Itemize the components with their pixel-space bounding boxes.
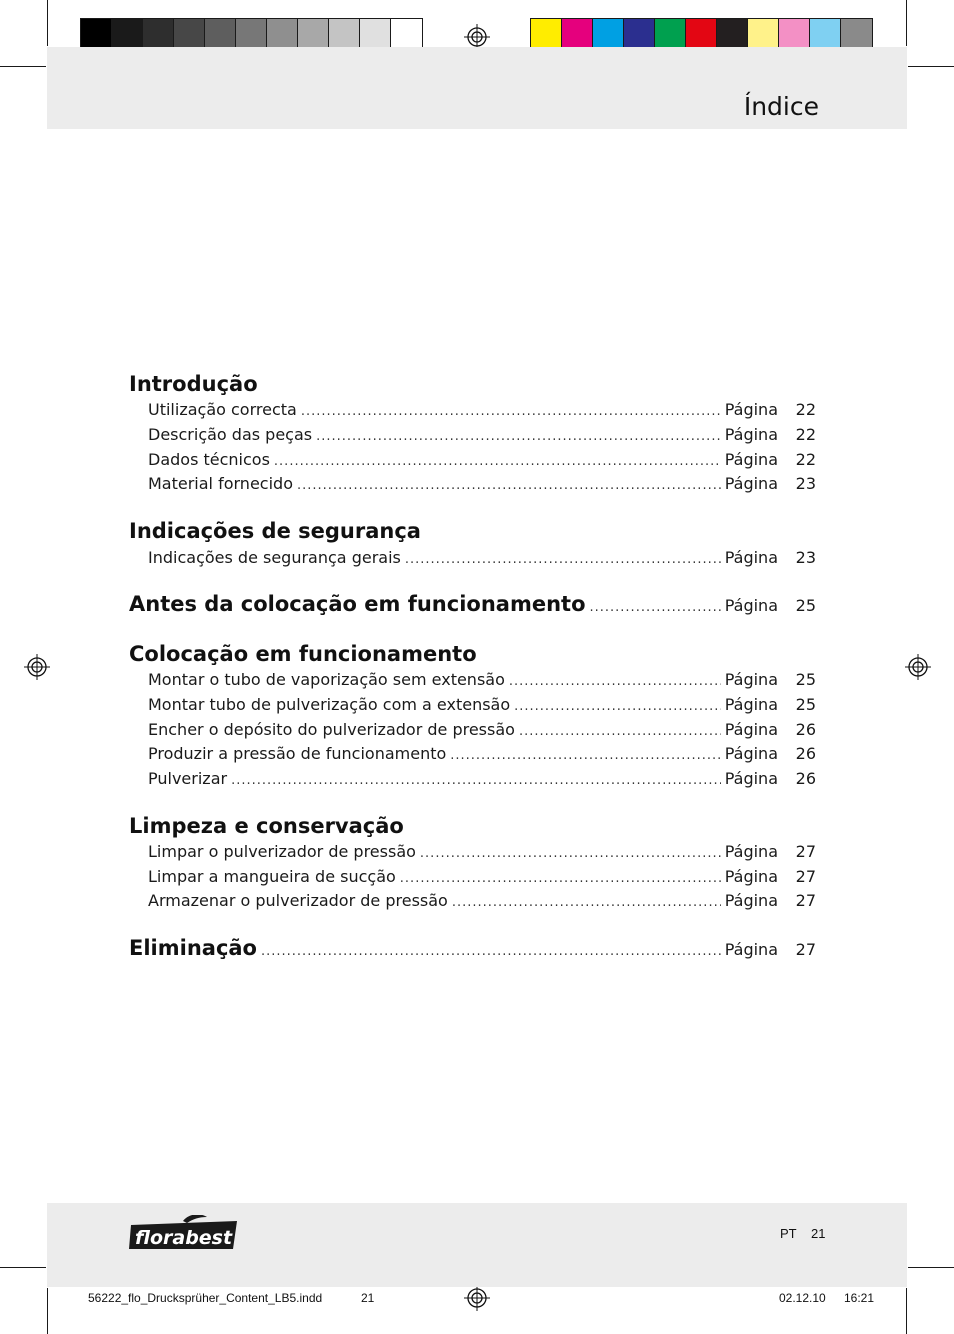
toc-entry-label: Dados técnicos <box>148 450 270 469</box>
toc-entry-label: Produzir a pressão de funcionamento <box>148 744 447 763</box>
toc-entry[interactable] <box>148 474 816 496</box>
toc-entry[interactable] <box>148 425 816 447</box>
leader-dots <box>590 600 721 615</box>
toc-entry[interactable] <box>148 670 816 692</box>
crop-mark <box>0 1267 46 1268</box>
crop-mark <box>908 1267 954 1268</box>
toc-entry[interactable] <box>148 842 816 864</box>
page-word: Página <box>724 867 778 886</box>
toc-entry-label: Armazenar o pulverizador de pressão <box>148 891 448 910</box>
toc-entry-label: Utilização correcta <box>148 400 297 419</box>
leader-dots <box>514 699 721 714</box>
section-title-operation: Colocação em funcionamento <box>129 642 477 666</box>
page-number-footer: 21 <box>811 1226 826 1241</box>
crop-mark <box>908 66 954 67</box>
page-number: 25 <box>795 670 816 689</box>
toc-entry-label: Limpar o pulverizador de pressão <box>148 842 416 861</box>
toc-entry-label: Descrição das peças <box>148 425 313 444</box>
page-number: 25 <box>795 596 816 615</box>
toc-section-entry-before[interactable] <box>129 592 816 620</box>
crop-mark <box>47 1288 48 1334</box>
toc-section-entry-disposal[interactable] <box>129 936 816 964</box>
page-number: 23 <box>795 474 816 493</box>
page-word: Página <box>724 769 778 788</box>
page-number: 26 <box>795 720 816 739</box>
section-title-safety: Indicações de segurança <box>129 519 421 543</box>
toc-entry[interactable] <box>148 450 816 472</box>
florabest-logo <box>127 1215 241 1251</box>
toc-entry[interactable] <box>148 769 816 791</box>
page-word: Página <box>724 474 778 493</box>
page-word: Página <box>724 695 778 714</box>
toc-entry[interactable] <box>148 720 816 742</box>
toc-entry-label: Indicações de segurança gerais <box>148 548 401 567</box>
slug-file-page: 21 <box>361 1291 375 1305</box>
leader-dots <box>509 674 721 689</box>
page-word: Página <box>724 940 778 959</box>
registration-mark-icon <box>905 654 931 680</box>
toc-entry-label: Material fornecido <box>148 474 293 493</box>
page-word: Página <box>724 450 778 469</box>
page-number: 27 <box>795 842 816 861</box>
leader-dots <box>452 895 721 910</box>
leader-dots <box>274 454 721 469</box>
page-word: Página <box>724 596 778 615</box>
page-word: Página <box>724 425 778 444</box>
page-number: 22 <box>795 400 816 419</box>
slug-date: 02.12.10 <box>779 1291 826 1305</box>
leader-dots <box>519 724 721 739</box>
toc-entry[interactable] <box>148 695 816 717</box>
leader-dots <box>450 748 720 763</box>
leader-dots <box>400 871 721 886</box>
crop-mark <box>47 0 48 46</box>
page-word: Página <box>724 670 778 689</box>
slug-time: 16:21 <box>844 1291 875 1305</box>
page-number: 23 <box>795 548 816 567</box>
section-title-intro: Introdução <box>129 372 258 396</box>
leader-dots <box>231 773 721 788</box>
toc-entry-label: Limpar a mangueira de sucção <box>148 867 396 886</box>
toc-entry[interactable] <box>148 867 816 889</box>
page-word: Página <box>724 400 778 419</box>
page-number: 22 <box>795 450 816 469</box>
registration-mark-icon <box>464 1285 490 1311</box>
leader-dots <box>316 429 721 444</box>
page-word: Página <box>724 891 778 910</box>
leader-dots <box>420 846 721 861</box>
page-number: 25 <box>795 695 816 714</box>
page-word: Página <box>724 720 778 739</box>
page-number: 27 <box>795 940 816 959</box>
language-code: PT <box>780 1226 797 1241</box>
page-title: Índice <box>743 92 819 121</box>
page-word: Página <box>724 548 778 567</box>
toc-entry-label: Montar tubo de pulverização com a extensão <box>148 695 511 714</box>
toc-entry[interactable] <box>148 891 816 913</box>
toc-entry[interactable] <box>148 400 816 422</box>
registration-mark-icon <box>24 654 50 680</box>
leader-dots <box>405 552 721 567</box>
section-title-before: Antes da colocação em funcionamento <box>129 592 586 616</box>
page-number: 22 <box>795 425 816 444</box>
crop-mark <box>906 1288 907 1334</box>
toc-entry[interactable] <box>148 744 816 766</box>
toc-entry-label: Pulverizar <box>148 769 228 788</box>
toc-entry-label: Encher o depósito do pulverizador de pressão <box>148 720 515 739</box>
slug-file-name: 56222_flo_Drucksprüher_Content_LB5.indd <box>88 1291 323 1305</box>
crop-mark <box>906 0 907 46</box>
section-title-disposal: Eliminação <box>129 936 257 960</box>
logo-text: florabest <box>135 1227 233 1249</box>
page-number: 27 <box>795 891 816 910</box>
crop-mark <box>0 66 46 67</box>
page-number: 26 <box>795 744 816 763</box>
page-word: Página <box>724 842 778 861</box>
leader-dots <box>301 404 721 419</box>
page-number: 27 <box>795 867 816 886</box>
leader-dots <box>297 478 721 493</box>
page-word: Página <box>724 744 778 763</box>
leader-dots <box>261 944 721 959</box>
section-title-cleaning: Limpeza e conservação <box>129 814 404 838</box>
page-number: 26 <box>795 769 816 788</box>
toc-entry[interactable] <box>148 548 816 570</box>
toc-entry-label: Montar o tubo de vaporização sem extensão <box>148 670 505 689</box>
